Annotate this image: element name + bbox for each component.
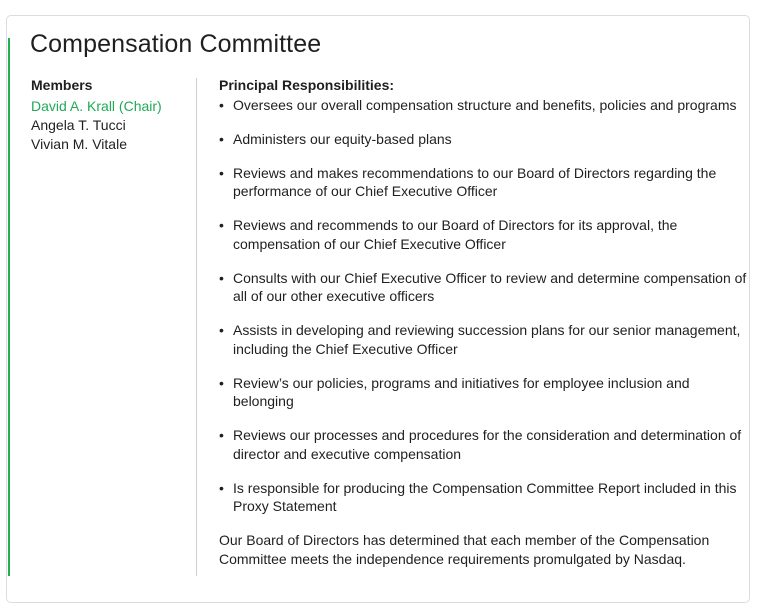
responsibility-item [219, 269, 749, 306]
bullet-icon: • [219, 130, 224, 147]
responsibility-item [219, 130, 749, 149]
responsibility-text: Is responsible for producing the Compensation Committee Report included in this Proxy Statement [233, 479, 737, 514]
responsibility-text: Review’s our policies, programs and initiatives for employee inclusion and belonging [233, 374, 690, 409]
bullet-icon: • [219, 217, 224, 233]
column-divider [196, 78, 197, 576]
responsibilities-section [219, 76, 749, 568]
responsibility-text: Reviews and makes recommendations to our Board of Directors regarding the performance of our Chief Executive Officer [233, 164, 717, 199]
bullet-icon: • [219, 479, 224, 496]
members-heading: Members [31, 77, 93, 93]
member-chair: David A. Krall (Chair) [31, 98, 162, 114]
members-section [31, 76, 191, 154]
responsibilities-list [219, 96, 749, 516]
responsibilities-heading: Principal Responsibilities: [219, 77, 395, 93]
member: Vivian M. Vitale [31, 136, 127, 152]
bullet-icon: • [219, 427, 224, 443]
bullet-icon: • [219, 322, 224, 338]
responsibility-text: Administers our equity-based plans [233, 130, 452, 147]
bullet-icon: • [219, 164, 224, 181]
bullet-icon: • [219, 374, 224, 391]
bullet-icon: • [219, 269, 224, 286]
responsibility-text: Reviews our processes and procedures for the consideration and determination of director and executive compensation [233, 427, 742, 462]
accent-bar [8, 38, 10, 576]
responsibility-item [219, 426, 749, 463]
responsibility-text: Reviews and recommends to our Board of Directors for its approval, the compensation of our Chief Executive Officer [233, 217, 678, 252]
member: Angela T. Tucci [31, 117, 126, 133]
responsibility-item [219, 96, 749, 115]
responsibility-item [219, 216, 749, 253]
responsibility-text: Assists in developing and reviewing succession plans for our senior management, including the Chief Executive Officer [233, 322, 741, 357]
responsibility-item [219, 321, 749, 358]
responsibility-item [219, 479, 749, 516]
responsibility-text: Oversees our overall compensation structure and benefits, policies and programs [233, 96, 737, 113]
responsibility-item [219, 374, 749, 411]
responsibility-text: Consults with our Chief Executive Officer to review and determine compensation of all of our other executive officers [233, 269, 747, 304]
bullet-icon: • [219, 96, 224, 113]
closing-statement: Our Board of Directors has determined that each member of the Compensation Committee meets the independence requirements promulgated by Nasdaq. [219, 532, 710, 567]
page-title: Compensation Committee [30, 30, 322, 58]
responsibility-item [219, 164, 749, 201]
